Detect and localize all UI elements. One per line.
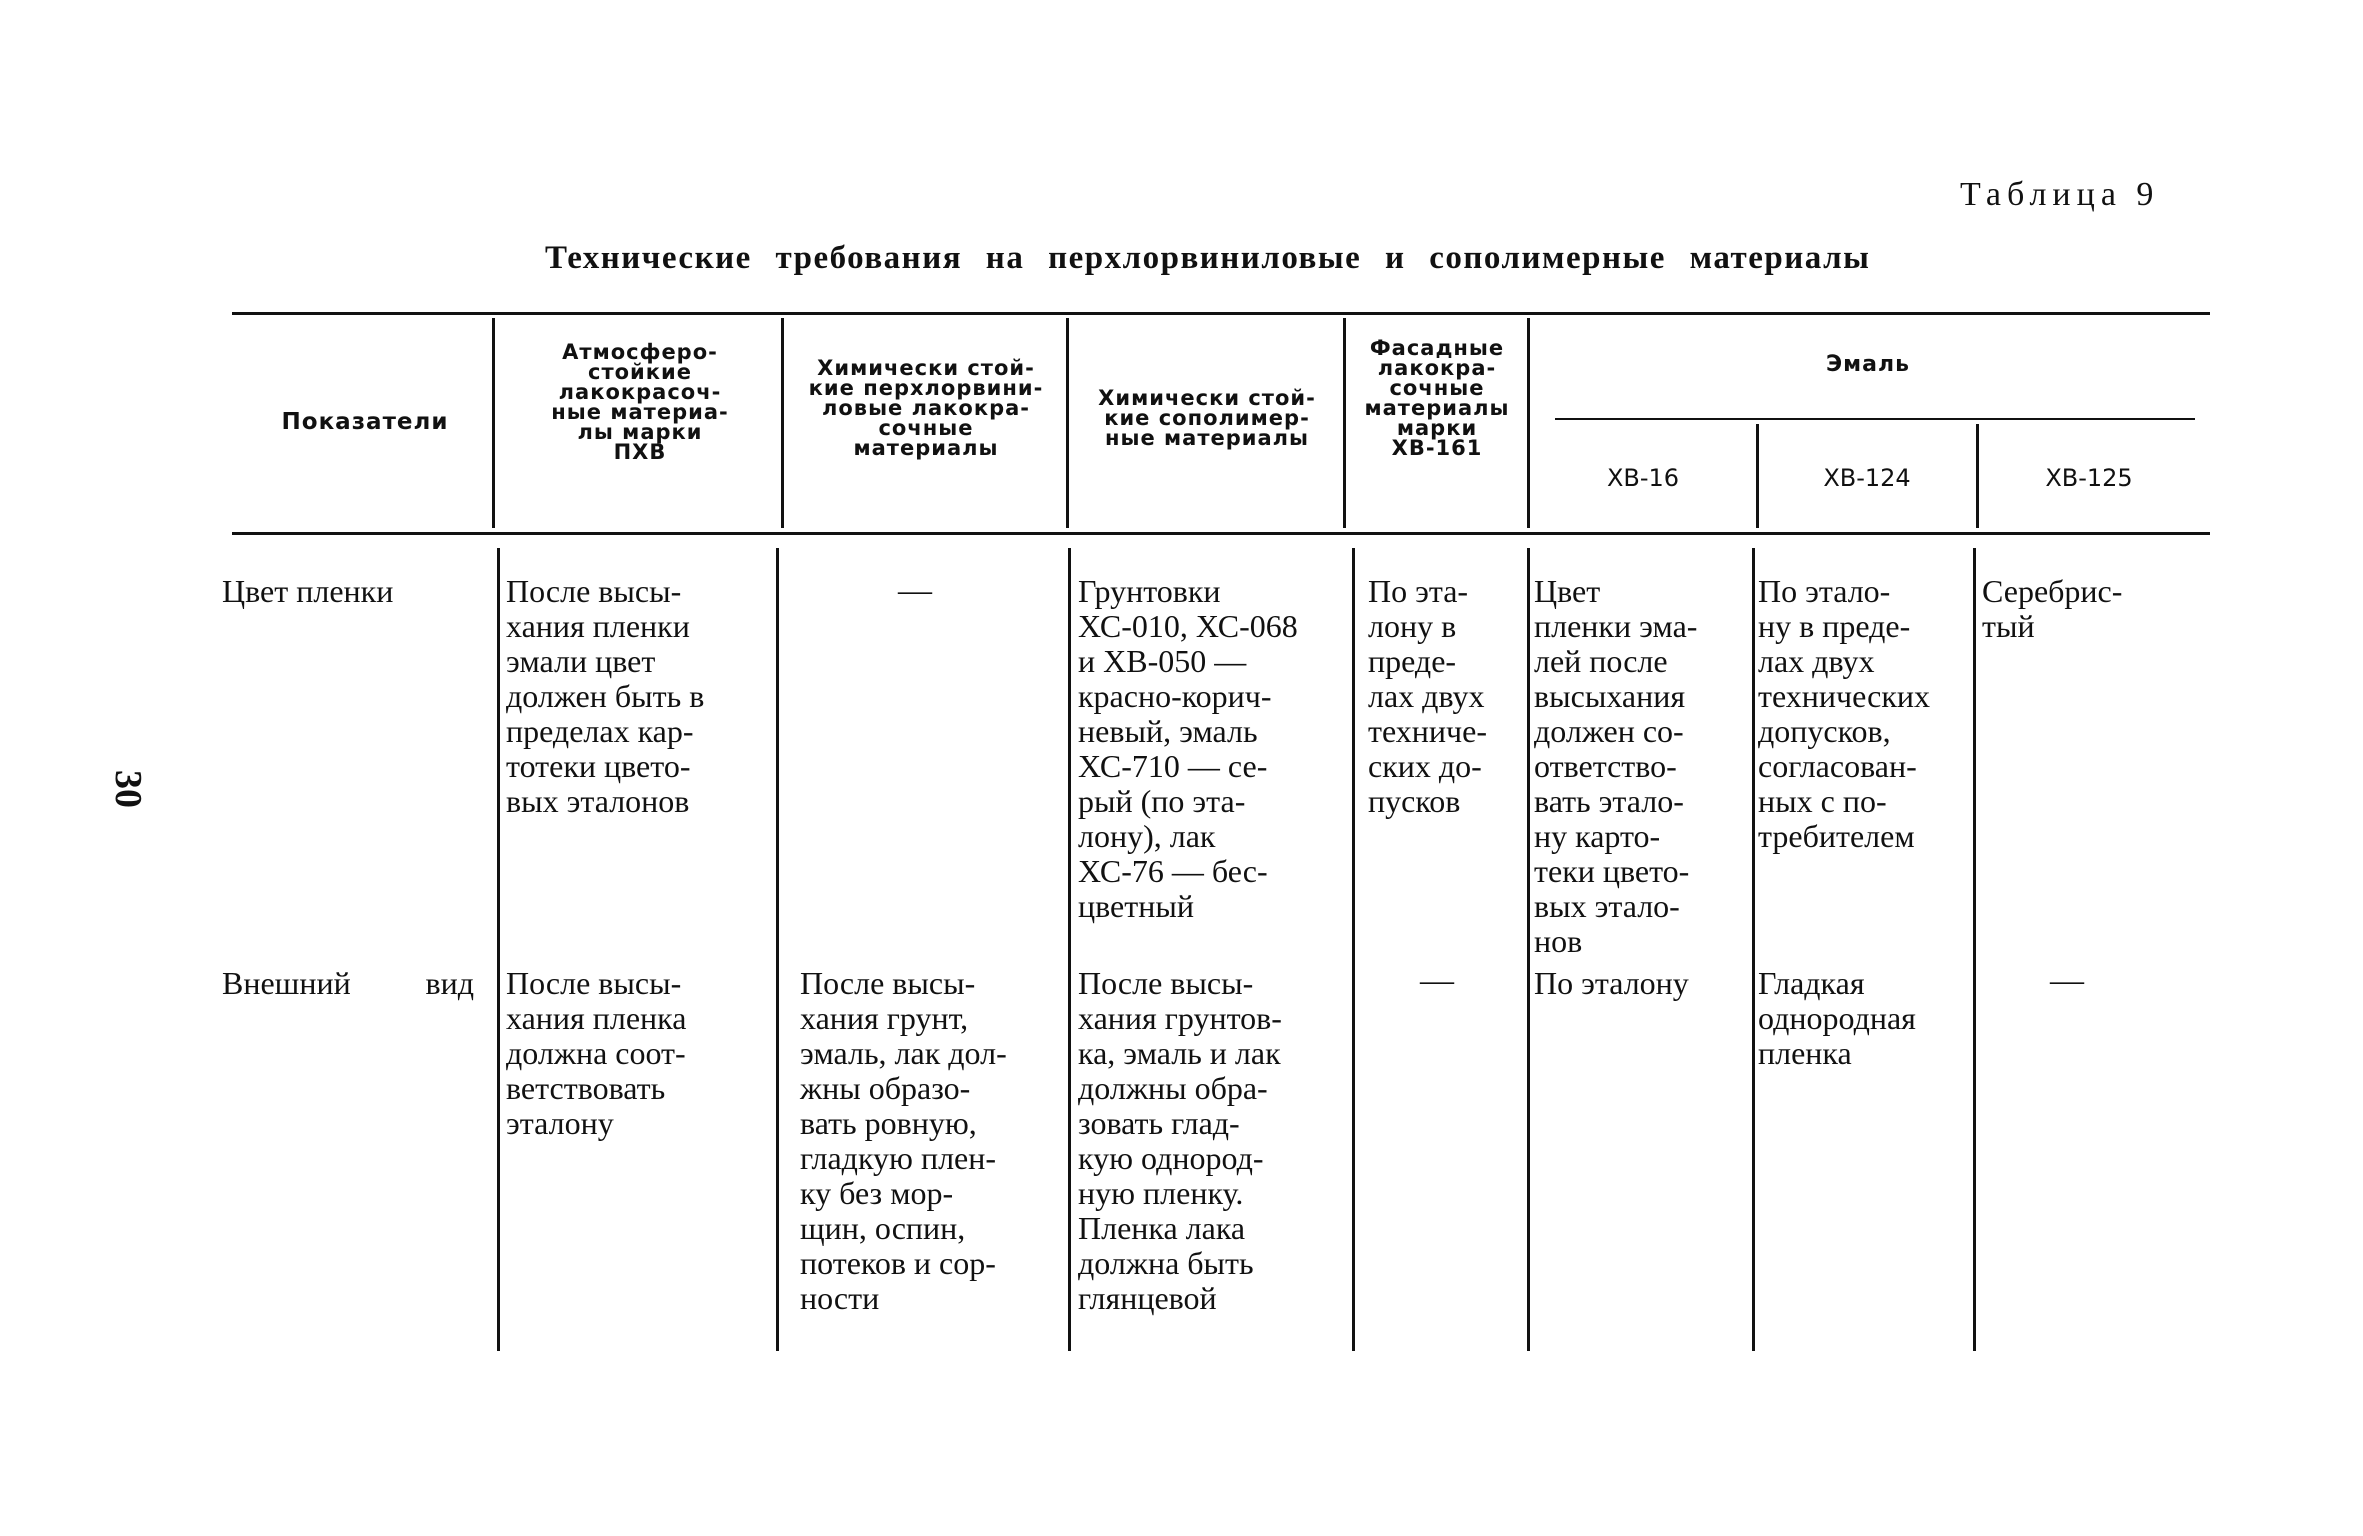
body-divider-7 [1973,548,1976,1351]
cell-film-color-pvc-chemical: — [898,572,932,609]
table-top-rule [232,312,2210,315]
header-col-facade: Фасадные лакокра- сочные материалы марки ХВ-161 [1364,336,1510,460]
header-col-pvc-atmospheric: Атмосферо- стойкие лакокрасоч- ные материа- лы марки ПХВ [551,340,729,464]
header-xv124: ХВ-124 [1823,464,1911,492]
cell-film-color-copolymer: Грунтовки ХС-010, ХС-068 и ХВ-050 — красно-корич- невый, эмаль ХС-710 — се- рый (по эта- лону), лак ХС-76 — бес- цветный [1078,573,1298,924]
cell-film-color-xv16: Цвет пленки эма- лей после высыхания должен со- ответство- вать этало- ну карто- теки цвето- вых этало- нов [1534,573,1698,959]
enamel-group-rule [1555,418,2195,420]
body-divider-2 [776,548,779,1351]
cell-film-color-pvc-atmospheric: После высы- хания пленки эмали цвет должен быть в пределах кар- тотеки цвето- вых эталонов [506,573,705,819]
cell-appearance-xv125: — [2050,962,2084,999]
cell-film-color-xv125: Серебрис- тый [1982,573,2123,644]
header-divider-3 [1066,318,1069,528]
cell-appearance-pvc-chemical: После высы- хания грунт, эмаль, лак дол- жны образо- вать ровную, гладкую плен- ку без мор- щин, оспин, потеков и сор- ности [800,965,1007,1316]
cell-film-color-xv124: По этало- ну в преде- лах двух технических допусков, согласован- ных с по- требителем [1758,573,1930,854]
header-col-pvc-chemical: Химически стой- кие перхлорвини- ловые лакокра- сочные материалы [808,356,1044,460]
row-label-appearance-word-1: Внешний [222,965,351,1001]
table-title: Технические требования на перхлорвиниловые и сополимерные материалы [545,240,1871,276]
header-divider-4 [1343,318,1346,528]
header-divider-5 [1527,318,1530,528]
body-divider-6 [1752,548,1755,1351]
header-enamel: Эмаль [1826,352,1910,377]
body-divider-4 [1352,548,1355,1351]
body-divider-3 [1068,548,1071,1351]
table-number: Таблица 9 [1960,176,2160,213]
cell-appearance-xv16: По эталону [1534,965,1689,1001]
header-divider-1 [492,318,495,528]
header-divider-2 [781,318,784,528]
cell-appearance-copolymer: После высы- хания грунтов- ка, эмаль и лак должны обра- зовать глад- кую однород- ную пленку. Пленка лака должна быть глянцевой [1078,965,1282,1316]
header-indicators: Показатели [281,409,449,435]
cell-appearance-xv124: Гладкая однородная пленка [1758,965,1916,1071]
header-divider-7 [1976,424,1979,528]
header-xv16: ХВ-16 [1606,464,1680,492]
header-col-copolymer-chemical: Химически стой- кие сополимер- ные материалы [1098,386,1316,450]
header-divider-6 [1756,424,1759,528]
cell-film-color-facade: По эта- лону в преде- лах двух техниче- ских до- пусков [1368,573,1487,819]
row-label-film-color: Цвет пленки [222,573,394,609]
header-xv125: ХВ-125 [2045,464,2133,492]
row-label-appearance-word-2: вид [425,965,474,1001]
page-number: 30 [107,770,149,808]
row-label-appearance [222,966,474,1001]
cell-appearance-facade: — [1420,962,1454,999]
header-bottom-rule [232,532,2210,535]
cell-appearance-pvc-atmospheric: После высы- хания пленка должна соот- ветствовать эталону [506,965,687,1141]
body-divider-1 [497,548,500,1351]
